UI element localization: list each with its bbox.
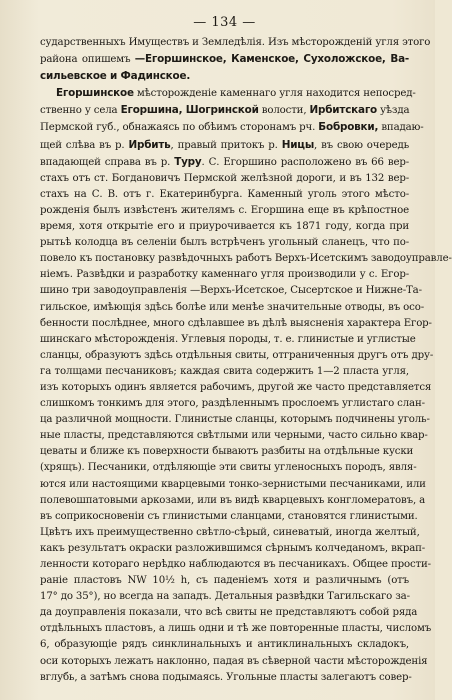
- text-line: [40, 316, 432, 332]
- text-segment: ственно у села: [40, 105, 121, 117]
- text-line: [40, 348, 434, 364]
- text-line: [40, 171, 409, 187]
- bold-term: Егоршинское: [56, 87, 134, 100]
- text-line: [40, 557, 431, 573]
- text-segment: шинскаго мѣсторожденія. Углевыя породы, т. е. глинистые и углистые: [40, 333, 416, 345]
- text-line: [40, 267, 409, 283]
- text-line: [40, 477, 426, 493]
- bold-term: —Егоршинское, Каменское, Сухоложское, Ва-: [134, 53, 409, 66]
- bold-term: Егоршина, Шогринской: [120, 104, 259, 117]
- bold-term: Туру: [174, 155, 202, 168]
- text-line: [40, 51, 409, 68]
- bold-term: сильевское и Фадинское.: [40, 70, 191, 83]
- text-segment: ные пласты, представляются свѣтлыми или черными, часто сильно квар-: [40, 430, 428, 442]
- body-text: [40, 35, 452, 686]
- text-segment: бенности послѣднее, много сдѣлавшее въ дѣлѣ выясненія характера Егор-: [40, 317, 432, 329]
- text-line: [40, 428, 428, 444]
- text-segment: оси которыхъ лежатъ наклонно, падая въ сѣверной части мѣсторожденія: [40, 655, 428, 667]
- text-segment: щей слѣва въ р.: [40, 139, 129, 151]
- text-segment: ніемъ. Развѣдки и разработку каменнаго угля производили у с. Егор-: [40, 269, 409, 281]
- text-segment: волости,: [258, 105, 310, 117]
- text-segment: сударственныхъ Имуществъ и Земледѣлія. Изъ мѣсторожденій угля этого: [40, 37, 431, 48]
- text-line: [40, 219, 409, 235]
- text-line: [40, 509, 418, 525]
- text-segment: время, хотя открытіе его и приурочивается къ 1871 году, когда при: [40, 221, 409, 233]
- text-line: [40, 332, 416, 348]
- text-line: [40, 364, 409, 380]
- text-segment: да доуправленія показали, что всѣ свиты не представляютъ собой ряда: [40, 607, 418, 619]
- text-segment: полевошпатовыми аркозами, или въ видѣ кварцевыхъ конгломератовъ, а: [40, 494, 426, 506]
- text-segment: слишкомъ тонкимъ для этого, раздѣленнымъ прослоемъ углистаго слан-: [40, 398, 425, 410]
- text-segment: какъ результатъ окраски разложившимся сѣрнымъ колчеданомъ, вкрап-: [40, 542, 426, 554]
- text-line: [40, 137, 409, 154]
- text-line: [40, 670, 412, 686]
- text-segment: въ соприкосновеніи съ глинистыми сланцами, становятся глинистыми.: [40, 510, 418, 522]
- text-line: [40, 396, 425, 412]
- text-segment: , въ свою очередь: [314, 139, 409, 151]
- text-line: [40, 380, 432, 396]
- text-segment: изъ которыхъ одинъ является рабочимъ, другой же часто представляется: [40, 381, 432, 393]
- text-line: [40, 102, 409, 119]
- page-number: — 134 —: [193, 15, 256, 30]
- text-segment: гильское, имѣющія здѣсь болѣе или менѣе значительные отводы, въ осо-: [40, 301, 424, 313]
- text-line: [40, 119, 424, 136]
- text-line: [40, 251, 452, 267]
- text-line: [40, 68, 409, 85]
- bold-term: Ницы: [281, 138, 315, 151]
- text-segment: га толщами песчаниковъ; каждая свита содержитъ 1—2 пласта угля,: [40, 365, 409, 377]
- text-segment: ются или настоящими кварцевыми тонко-зернистыми песчаниками, или: [40, 478, 426, 490]
- text-segment: повело къ постановку развѣдочныхъ работъ Верхъ-Исетскимъ заводоуправле-: [40, 253, 452, 265]
- text-segment: цеваты и ближе къ поверхности бываютъ разбиты на отдѣльные куски: [40, 446, 414, 458]
- text-line: [40, 605, 418, 621]
- text-line: [40, 589, 409, 605]
- text-segment: , правый притокъ р.: [170, 139, 282, 151]
- text-line: [40, 85, 416, 102]
- text-segment: раніе пластовъ NW 10½ h, съ паденіемъ хотя и различнымъ (отъ: [40, 575, 409, 587]
- text-segment: мѣсторожденіе каменнаго угля находится непосред-: [133, 88, 416, 100]
- text-segment: отдѣльныхъ пластовъ, а лишь одни и тѣ же повторенные пласты, числомъ: [40, 623, 432, 635]
- text-line: [40, 300, 424, 316]
- text-segment: вглубь, а затѣмъ снова подымаясь. Угольные пласты залегаютъ совер-: [40, 671, 412, 683]
- text-segment: 6, образующіе рядъ синклинальныхъ и антиклинальныхъ складокъ,: [40, 639, 409, 651]
- text-segment: Цвѣтъ ихъ преимущественно свѣтло-сѣрый, синеватый, иногда желтый,: [40, 526, 420, 538]
- text-line: [40, 573, 409, 589]
- text-segment: стахъ отъ ст. Богдановичъ Пермской желѣзной дороги, и въ 132 вер-: [40, 172, 409, 184]
- text-segment: (хрящъ). Песчаники, отдѣляющіе эти свиты угленосныхъ породъ, явля-: [40, 462, 417, 474]
- text-line: [40, 654, 428, 670]
- text-segment: рожденія былъ извѣстенъ жителямъ с. Егоршина еще въ крѣпостное: [40, 204, 409, 216]
- text-line: [40, 621, 432, 637]
- bold-term: Бобровки,: [318, 121, 379, 134]
- bold-term: Ирбитскаго: [309, 104, 377, 117]
- text-segment: 17° до 35°), но всегда на западъ. Детальныя развѣдки Тагильскаго за-: [40, 591, 410, 603]
- text-line: [40, 203, 409, 219]
- text-line: [40, 637, 409, 653]
- text-line: [40, 235, 409, 251]
- text-segment: рытьѣ колодца въ селеніи былъ встрѣченъ угольный сланецъ, что по-: [40, 237, 409, 249]
- text-segment: . С. Егоршино расположено въ 66 вер-: [201, 156, 409, 168]
- text-line: [40, 154, 409, 171]
- text-segment: впадающей справа въ р.: [40, 156, 175, 168]
- text-line: [40, 525, 420, 541]
- text-segment: впадаю-: [378, 122, 424, 134]
- text-segment: шино три заводоуправленія —Верхъ-Исетское, Сысертское и Нижне-Та-: [40, 285, 422, 297]
- bold-term: Ирбить: [128, 138, 171, 151]
- text-line: [40, 444, 414, 460]
- text-line: [40, 493, 426, 509]
- text-segment: района опишемъ: [40, 54, 135, 66]
- text-segment: уѣзда: [376, 105, 410, 117]
- text-line: [40, 460, 417, 476]
- text-line: [40, 35, 431, 51]
- text-segment: Пермской губ., обнажаясь по обѣимъ сторонамъ рч.: [40, 122, 319, 134]
- text-line: [40, 283, 422, 299]
- text-segment: сланцы, образуютъ здѣсь отдѣльныя свиты, отграниченныя другъ отъ дру-: [40, 349, 434, 361]
- text-line: [40, 541, 426, 557]
- text-segment: стахъ на С. В. отъ г. Екатеринбурга. Каменный уголь этого мѣсто-: [40, 188, 409, 200]
- text-segment: ца различной мощности. Глинистые сланцы, которымъ подчинены уголь-: [40, 414, 430, 426]
- text-line: [40, 412, 430, 428]
- text-line: [40, 187, 409, 203]
- text-segment: ленности котораго нерѣдко наблюдаются въ песчаникахъ. Общее прости-: [40, 559, 431, 570]
